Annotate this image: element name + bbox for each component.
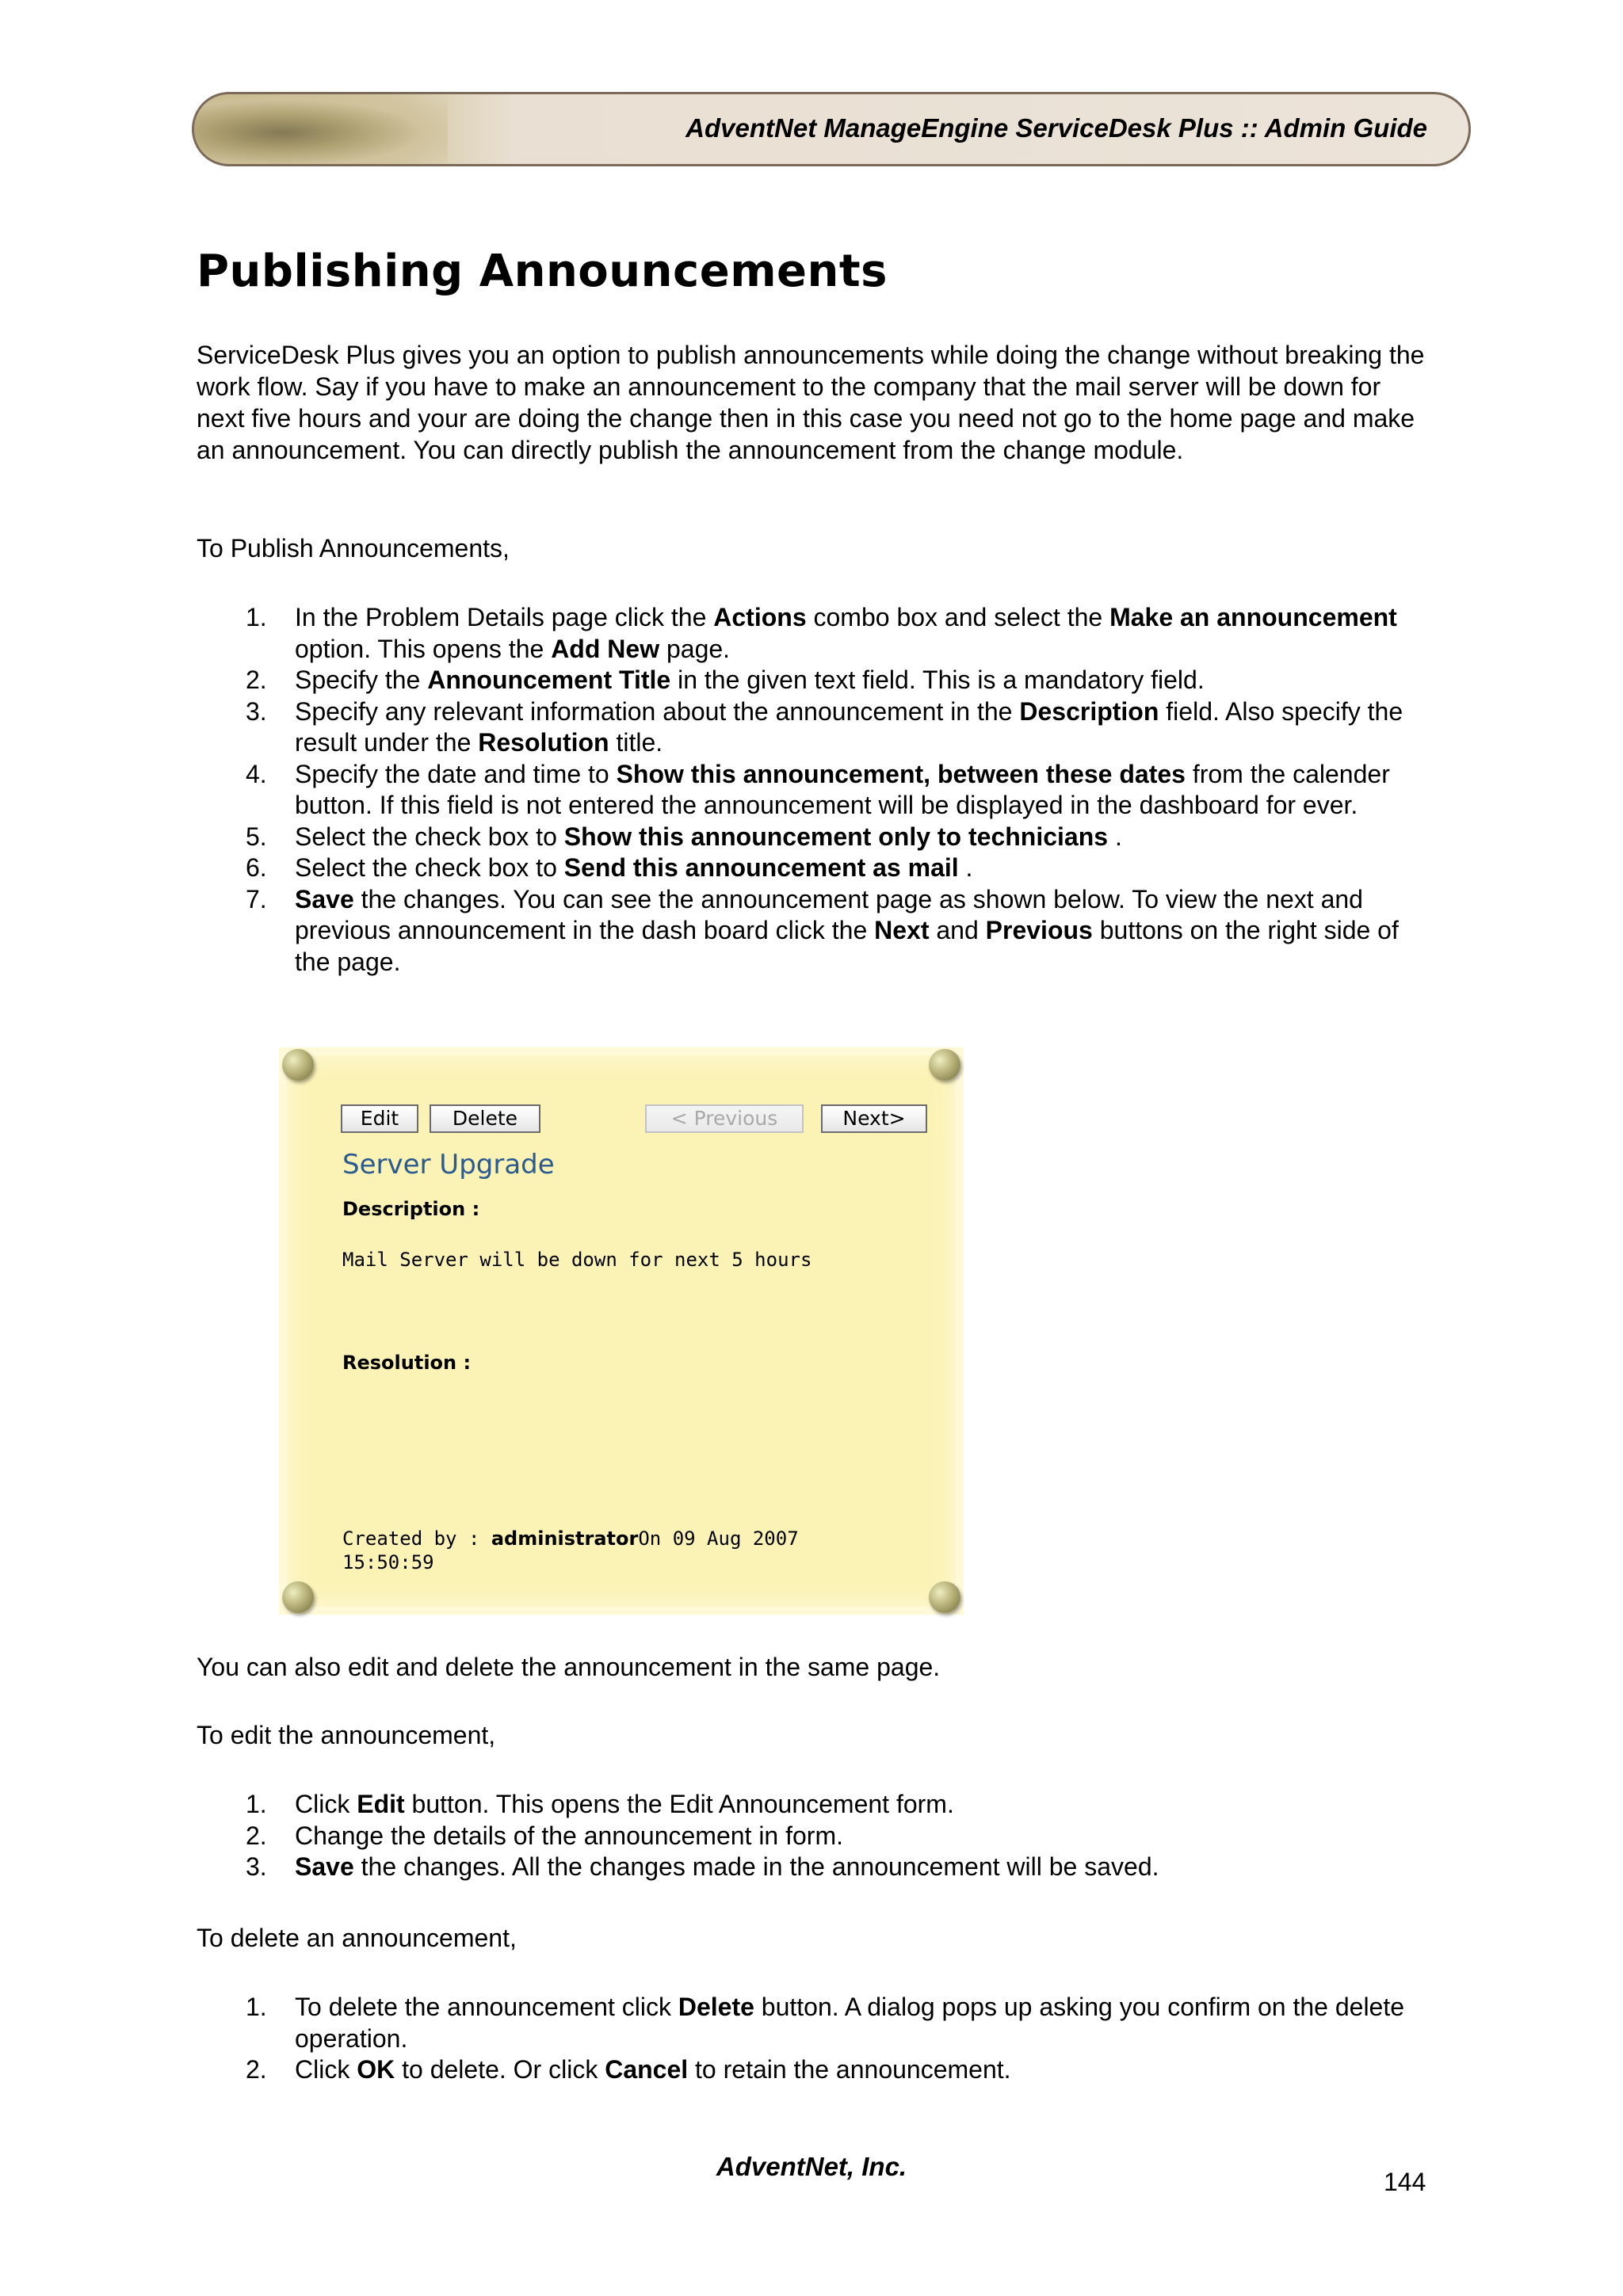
step-text: button. This opens the Edit Announcement form. [404,1790,954,1818]
step-emphasis: Description [1019,696,1159,726]
step-number: 7. [246,884,267,913]
pushpin-icon [282,1049,314,1081]
step-text: Specify the [295,666,428,694]
step-number: 1. [246,1993,267,2021]
step-text: Click [295,1790,357,1818]
step-emphasis: OK [357,2055,395,2084]
step-emphasis: Resolution [478,728,609,757]
list-item [197,1821,1433,1852]
step-text: Change the details of the announcement in form. [295,1821,843,1850]
resolution-label: Resolution : [342,1352,472,1374]
list-item [197,602,1433,665]
announcement-card [279,1047,964,1615]
step-number: 2. [246,666,267,694]
step-emphasis: Cancel [605,2055,689,2084]
edit-button[interactable]: Edit [341,1104,418,1133]
step-text: page. [659,634,731,663]
step-emphasis: Make an announcement [1109,603,1397,631]
list-item [197,822,1433,853]
header-title: AdventNet ManageEngine ServiceDesk Plus :: Admin Guide [685,113,1427,143]
step-emphasis: Send this announcement as mail [563,853,959,882]
page-title: Publishing Announcements [197,246,888,297]
also-paragraph: You can also edit and delete the announcement in the same page. [197,1653,941,1681]
list-item [197,852,1433,884]
step-text: Select the check box to [295,822,564,851]
list-item [197,884,1433,978]
publish-lead: To Publish Announcements, [197,534,510,563]
edit-lead: To edit the announcement, [197,1721,496,1749]
created-info [342,1527,799,1550]
publish-steps-list [197,602,1433,978]
page-number: 144 [1384,2168,1426,2196]
step-emphasis: Edit [357,1790,405,1818]
step-text: from the calender button. If this field is not entered the announcement will be displayed in the dashboard for ever. [295,759,1390,819]
step-text: Specify any relevant information about the announcement in the [295,696,1020,726]
step-text: To delete the announcement click [295,1993,678,2021]
announcement-title: Server Upgrade [342,1149,555,1180]
step-text: combo box and select the [806,603,1110,631]
created-prefix: Created by : [342,1527,491,1550]
list-item [197,759,1433,822]
step-emphasis: Actions [713,603,807,631]
step-emphasis: Add New [551,634,660,663]
step-emphasis: Show this announcement, between these dates [616,759,1186,788]
description-label: Description : [342,1198,480,1220]
step-emphasis: Announcement Title [427,666,671,694]
step-emphasis: Previous [985,916,1093,944]
step-text: to delete. Or click [395,2055,605,2084]
list-item [197,1992,1433,2054]
delete-button[interactable]: Delete [430,1104,540,1133]
list-item [197,1852,1433,1883]
step-text: and [929,916,986,944]
step-emphasis: Save [295,884,354,913]
list-item [197,2054,1433,2086]
step-emphasis: Next [874,916,930,944]
step-text: button. A dialog pops up asking you confirm on the delete operation. [295,1993,1405,2053]
intro-paragraph: ServiceDesk Plus gives you an option to publish announcements while doing the change without breaking the work flow. Say if you have to make an announcement to the company that the mail server will be down for next five hours and your are doing the change then in this case you need not go to the home page and make an announcement. You can directly publish the announcement from the change module. [197,341,1425,464]
step-text: Specify the date and time to [295,759,617,788]
next-button[interactable]: Next> [821,1104,927,1133]
list-item [197,696,1433,759]
created-time: 15:50:59 [342,1551,434,1573]
header-decoration [194,94,448,164]
delete-lead: To delete an announcement, [197,1924,517,1952]
step-number: 6. [246,853,267,882]
created-by: administrator [491,1527,639,1550]
step-text: option. This opens the [295,634,552,663]
created-on: On 09 Aug 2007 [638,1527,799,1550]
step-text: to retain the announcement. [688,2055,1011,2084]
step-text: the changes. You can see the announcement page as shown below. To view the next and previous announcement in the dash board click the [295,884,1363,944]
description-text: Mail Server will be down for next 5 hours [342,1249,812,1271]
footer-company: AdventNet, Inc. [716,2152,907,2181]
step-number: 1. [246,1790,267,1818]
header-banner [192,92,1471,166]
step-text: . [958,853,973,882]
step-text: In the Problem Details page click the [295,603,714,631]
pushpin-icon [929,1581,960,1613]
step-text: field. Also specify the result under the [295,696,1403,757]
edit-steps-list [197,1789,1433,1883]
step-text: . [1108,822,1122,851]
step-emphasis: Show this announcement only to technicians [563,822,1109,851]
delete-steps-list [197,1992,1433,2086]
step-number: 3. [246,1852,267,1881]
step-emphasis: Delete [678,1993,754,2021]
pushpin-icon [929,1049,960,1081]
step-text: Click [295,2055,357,2084]
step-number: 3. [246,696,267,726]
list-item [197,1789,1433,1821]
step-number: 2. [246,1821,267,1850]
step-emphasis: Save [295,1852,354,1881]
step-text: the changes. All the changes made in the announcement will be saved. [353,1852,1159,1881]
step-number: 5. [246,822,267,851]
step-text: buttons on the right side of the page. [295,916,1399,976]
step-text: Select the check box to [295,853,564,882]
step-text: in the given text field. This is a mandatory field. [670,666,1205,694]
step-number: 4. [246,759,267,788]
step-number: 2. [246,2055,267,2084]
list-item [197,665,1433,696]
pushpin-icon [282,1581,314,1613]
previous-button[interactable]: < Previous [645,1104,804,1133]
step-number: 1. [246,603,267,631]
step-text: title. [609,728,663,757]
